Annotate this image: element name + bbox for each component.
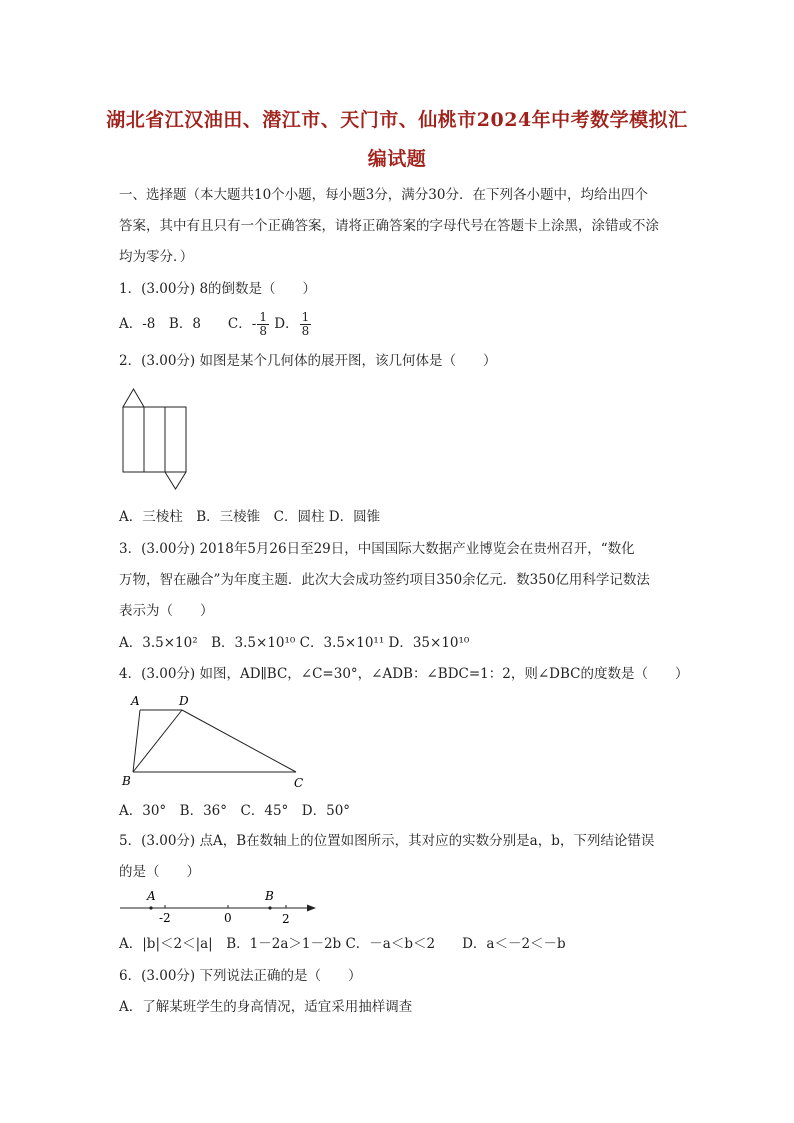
q1-fraction-c	[257, 311, 269, 338]
q4-side-dc	[182, 710, 296, 772]
q5-tick-label-neg2: -2	[159, 911, 171, 925]
q5-point-b	[268, 906, 271, 909]
q2-stem: 2．(3.00分) 如图是某个几何体的展开图，该几何体是（ ）	[119, 353, 497, 369]
section-heading-line-3: 均为零分．）	[119, 249, 194, 265]
q1-fraction-c-numerator: 1	[259, 310, 267, 324]
page-title: 湖北省江汉油田、潜江市、天门市、仙桃市2024年中考数学模拟汇	[106, 109, 688, 131]
q1-fraction-c-denominator: 8	[259, 324, 267, 338]
q5-stem-line-2: 的是（ ）	[119, 864, 200, 880]
q2-net-face-3	[165, 407, 186, 472]
q4-label-d: D	[179, 694, 189, 708]
q3-stem-line-3: 表示为（ ）	[119, 603, 214, 619]
q2-net-bottom-triangle	[165, 472, 186, 489]
q2-net-face-1	[123, 407, 144, 472]
q2-net-figure	[118, 385, 198, 493]
q4-label-c: C	[294, 776, 304, 790]
q4-stem: 4．(3.00分) 如图，AD∥BC，∠C=30°，∠ADB：∠BDC=1：2，则∠DBC的度数是（ ）	[119, 666, 689, 682]
page-title-continued: 编试题	[367, 148, 427, 170]
q1-fraction-d-numerator: 1	[301, 310, 310, 324]
q4-label-a: A	[131, 694, 140, 708]
q2-net-face-2	[144, 407, 165, 472]
q1-stem: 1．(3.00分) 8的倒数是（ ）	[119, 281, 317, 297]
q1-fraction-d	[300, 311, 312, 338]
q1-option-d: D．	[274, 316, 299, 332]
q1-options	[119, 311, 312, 338]
q5-stem-line-1: 5．(3.00分) 点A，B在数轴上的位置如图所示，其对应的实数分别是a，b，下列结论错误	[119, 833, 655, 849]
q2-options: A．三棱柱 B．三棱锥 C．圆柱 D．圆锥	[119, 509, 381, 525]
q2-net-top-triangle	[123, 389, 144, 407]
q1-fraction-d-denominator: 8	[301, 324, 310, 338]
q4-options: A．30° B．36° C．45° D．50°	[119, 803, 351, 819]
q4-side-ab	[133, 710, 140, 772]
q6-stem: 6．(3.00分) 下列说法正确的是（ ）	[119, 968, 362, 984]
q5-options: A．|b|＜2＜|a| B．1－2a＞1－2b C．－a＜b＜2 D．a＜－2＜－b	[119, 936, 566, 952]
q5-tick-label-2: 2	[282, 912, 290, 926]
q3-stem-line-2: 万物，智在融合”为年度主题．此次大会成功签约项目350余亿元．数350亿用科学记数法	[119, 572, 650, 588]
q5-axis-arrow	[307, 905, 316, 912]
q1-options-ab-c: A．-8 B．8 C．-	[119, 316, 257, 332]
q5-label-b: B	[265, 889, 274, 903]
section-heading-line-1: 一、选择题（本大题共10个小题，每小题3分，满分30分．在下列各小题中，均给出四个	[119, 187, 648, 203]
q5-tick-label-0: 0	[224, 911, 232, 925]
q6-option-a: A．了解某班学生的身高情况，适宜采用抽样调查	[119, 999, 413, 1015]
q3-options: A．3.5×10² B．3.5×10¹⁰ C．3.5×10¹¹ D．35×10¹⁰	[119, 635, 470, 651]
q4-diagonal-bd	[133, 710, 182, 772]
q5-label-a: A	[147, 889, 156, 903]
q4-label-b: B	[122, 774, 131, 788]
q5-number-line	[118, 884, 328, 928]
q3-stem-line-1: 3．(3.00分) 2018年5月26日至29日，中国国际大数据产业博览会在贵州召开，“数化	[119, 541, 635, 557]
q5-point-a	[149, 906, 152, 909]
q4-trapezoid-figure	[118, 690, 318, 790]
section-heading-line-2: 答案，其中有且只有一个正确答案，请将正确答案的字母代号在答题卡上涂黑，涂错或不涂	[119, 218, 659, 234]
